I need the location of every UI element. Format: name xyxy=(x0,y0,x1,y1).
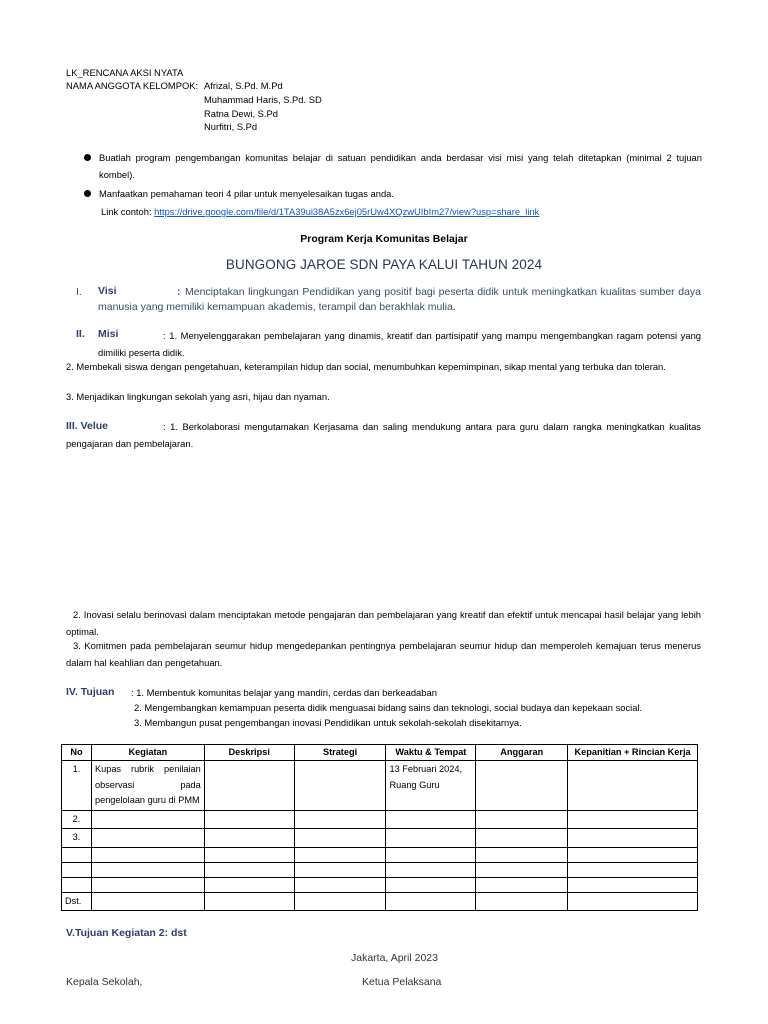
bullet-icon xyxy=(84,190,91,197)
tujuan-label: IV. Tujuan xyxy=(66,686,115,698)
cell-deskripsi xyxy=(204,810,294,829)
instruction-bullet-2: Manfaatkan pemahaman teori 4 pilar untuk menyelesaikan tugas anda. xyxy=(99,188,394,199)
cell-deskripsi xyxy=(204,761,294,811)
table-row xyxy=(62,877,698,892)
cell-strategi xyxy=(294,810,386,829)
cell-kepanitian xyxy=(568,829,698,848)
members-label: NAMA ANGGOTA KELOMPOK: xyxy=(66,80,199,91)
col-header-kegiatan: Kegiatan xyxy=(91,745,204,761)
example-link-line xyxy=(101,205,539,218)
cell-strategi xyxy=(294,829,386,848)
visi-text: Menciptakan lingkungan Pendidikan yang positif bagi peserta didik untuk meningkatkan kualitas sumber daya manusia yang memiliki kemampuan akademis, terampil dan berakhlak mulia. xyxy=(98,286,701,313)
col-header-no: No xyxy=(62,745,92,761)
cell-waktu-tempat xyxy=(386,862,476,877)
cell-kegiatan xyxy=(91,829,204,848)
misi-number: II. xyxy=(76,328,85,340)
cell-anggaran xyxy=(476,761,568,811)
table-row xyxy=(62,892,698,911)
cell-anggaran xyxy=(476,892,568,911)
cell-kegiatan xyxy=(91,892,204,911)
cell-kepanitian xyxy=(568,862,698,877)
col-header-strategi: Strategi xyxy=(294,745,386,761)
visi-colon: : xyxy=(177,286,181,298)
value-item-1: : 1. Berkolaborasi mengutamakan Kerjasama dan saling mendukung antara para guru dalam rangka meningkatkan kualitas pengajaran dan pembelajaran. xyxy=(66,421,701,449)
cell-anggaran xyxy=(476,810,568,829)
value-item-2: 2. Inovasi selalu berinovasi dalam menciptakan metode pengajaran dan pembelajaran yang kreatif dan efektif untuk mencapai hasil belajar yang lebih optimal. xyxy=(66,609,701,637)
cell-strategi xyxy=(294,892,386,911)
cell-anggaran xyxy=(476,847,568,862)
cell-no: 1. xyxy=(62,761,92,811)
link-prefix: Link contoh: xyxy=(101,206,155,217)
cell-no xyxy=(62,877,92,892)
example-link[interactable]: https://drive.google.com/file/d/1TA39ui38A5zx6ej05rUw4XQzwUIbIm27/view?usp=share_link xyxy=(154,206,540,217)
col-header-deskripsi: Deskripsi xyxy=(204,745,294,761)
cell-anggaran xyxy=(476,877,568,892)
cell-strategi xyxy=(294,862,386,877)
cell-deskripsi xyxy=(204,877,294,892)
cell-waktu-tempat: 13 Februari 2024, Ruang Guru xyxy=(386,761,476,811)
cell-no: 2. xyxy=(62,810,92,829)
instruction-bullet-1: Buatlah program pengembangan komunitas belajar di satuan pendidikan anda berdasar visi misi yang telah ditetapkan (minimal 2 tujuan kombel). xyxy=(99,152,702,180)
cell-deskripsi xyxy=(204,892,294,911)
member-name: Ratna Dewi, S.Pd xyxy=(204,108,278,119)
main-title: BUNGONG JAROE SDN PAYA KALUI TAHUN 2024 xyxy=(225,257,543,272)
cell-kegiatan xyxy=(91,847,204,862)
cell-strategi xyxy=(294,761,386,811)
visi-label: Visi xyxy=(98,285,117,297)
cell-kepanitian xyxy=(568,847,698,862)
col-header-anggaran: Anggaran xyxy=(476,745,568,761)
cell-kegiatan xyxy=(91,862,204,877)
member-name: Nurfitri, S.Pd xyxy=(204,121,258,132)
cell-waktu-tempat xyxy=(386,847,476,862)
cell-anggaran xyxy=(476,862,568,877)
program-title: Program Kerja Komunitas Belajar xyxy=(300,233,468,245)
tujuan-item-1: : 1. Membentuk komunitas belajar yang mandiri, cerdas dan berkeadaban xyxy=(131,687,437,698)
table-row xyxy=(62,829,698,848)
tujuan-item-3: 3. Membangun pusat pengembangan inovasi Pendidikan untuk sekolah-sekolah disekitarnya. xyxy=(134,717,522,728)
misi-label: Misi xyxy=(98,328,119,340)
left-signature-label: Kepala Sekolah, xyxy=(66,976,143,988)
misi-item-3: 3. Menjadikan lingkungan sekolah yang asri, hijau dan nyaman. xyxy=(66,391,330,402)
cell-no xyxy=(62,847,92,862)
value-item-3: 3. Komitmen pada pembelajaran seumur hidup mengedepankan pentingnya pembelajaran seumur hidup dan memperoleh kemajuan terus menerus dalam hal keahlian dan pengetahuan. xyxy=(66,640,701,668)
table-row xyxy=(62,847,698,862)
cell-deskripsi xyxy=(204,847,294,862)
program-table xyxy=(61,744,698,911)
cell-waktu-tempat xyxy=(386,877,476,892)
doc-label: LK_RENCANA AKSI NYATA xyxy=(66,67,184,78)
cell-deskripsi xyxy=(204,862,294,877)
misi-item-1: : 1. Menyelenggarakan pembelajaran yang dinamis, kreatif dan partisipatif yang mampu mengembangkan ragam potensi yang dimiliki peserta didik. xyxy=(98,330,701,358)
cell-no xyxy=(62,862,92,877)
table-row xyxy=(62,862,698,877)
right-signature-label: Ketua Pelaksana xyxy=(362,976,442,988)
visi-number: I. xyxy=(76,286,82,298)
cell-no: Dst. xyxy=(62,892,92,911)
cell-strategi xyxy=(294,847,386,862)
cell-kepanitian xyxy=(568,810,698,829)
cell-anggaran xyxy=(476,829,568,848)
value-label: III. Velue xyxy=(66,420,109,432)
cell-kepanitian xyxy=(568,877,698,892)
cell-kegiatan xyxy=(91,810,204,829)
place-date: Jakarta, April 2023 xyxy=(351,952,438,964)
v-tujuan-heading: V.Tujuan Kegiatan 2: dst xyxy=(66,927,187,939)
table-row xyxy=(62,761,698,811)
member-name: Afrizal, S.Pd. M.Pd xyxy=(204,80,283,91)
cell-kepanitian xyxy=(568,761,698,811)
cell-waktu-tempat xyxy=(386,892,476,911)
bullet-icon xyxy=(84,154,91,161)
table-header-row xyxy=(62,745,698,761)
cell-no: 3. xyxy=(62,829,92,848)
cell-deskripsi xyxy=(204,829,294,848)
misi-item-2: 2. Membekali siswa dengan pengetahuan, keterampilan hidup dan social, menumbuhkan kepemimpinan, sikap mental yang terbuka dan toleran. xyxy=(66,361,666,372)
col-header-kepanitian: Kepanitian + Rincian Kerja xyxy=(568,745,698,761)
cell-strategi xyxy=(294,877,386,892)
col-header-waktu-tempat: Waktu & Tempat xyxy=(386,745,476,761)
cell-waktu-tempat xyxy=(386,810,476,829)
table-row xyxy=(62,810,698,829)
cell-waktu-tempat xyxy=(386,829,476,848)
member-name: Muhammad Haris, S.Pd. SD xyxy=(204,94,322,105)
cell-kegiatan: Kupas rubrik penilaian observasi pada pengelolaan guru di PMM xyxy=(91,761,204,811)
cell-kepanitian xyxy=(568,892,698,911)
cell-kegiatan xyxy=(91,877,204,892)
tujuan-item-2: 2. Mengembangkan kemampuan peserta didik menguasai bidang sains dan teknologi, social budaya dan kepekaan social. xyxy=(134,702,643,713)
